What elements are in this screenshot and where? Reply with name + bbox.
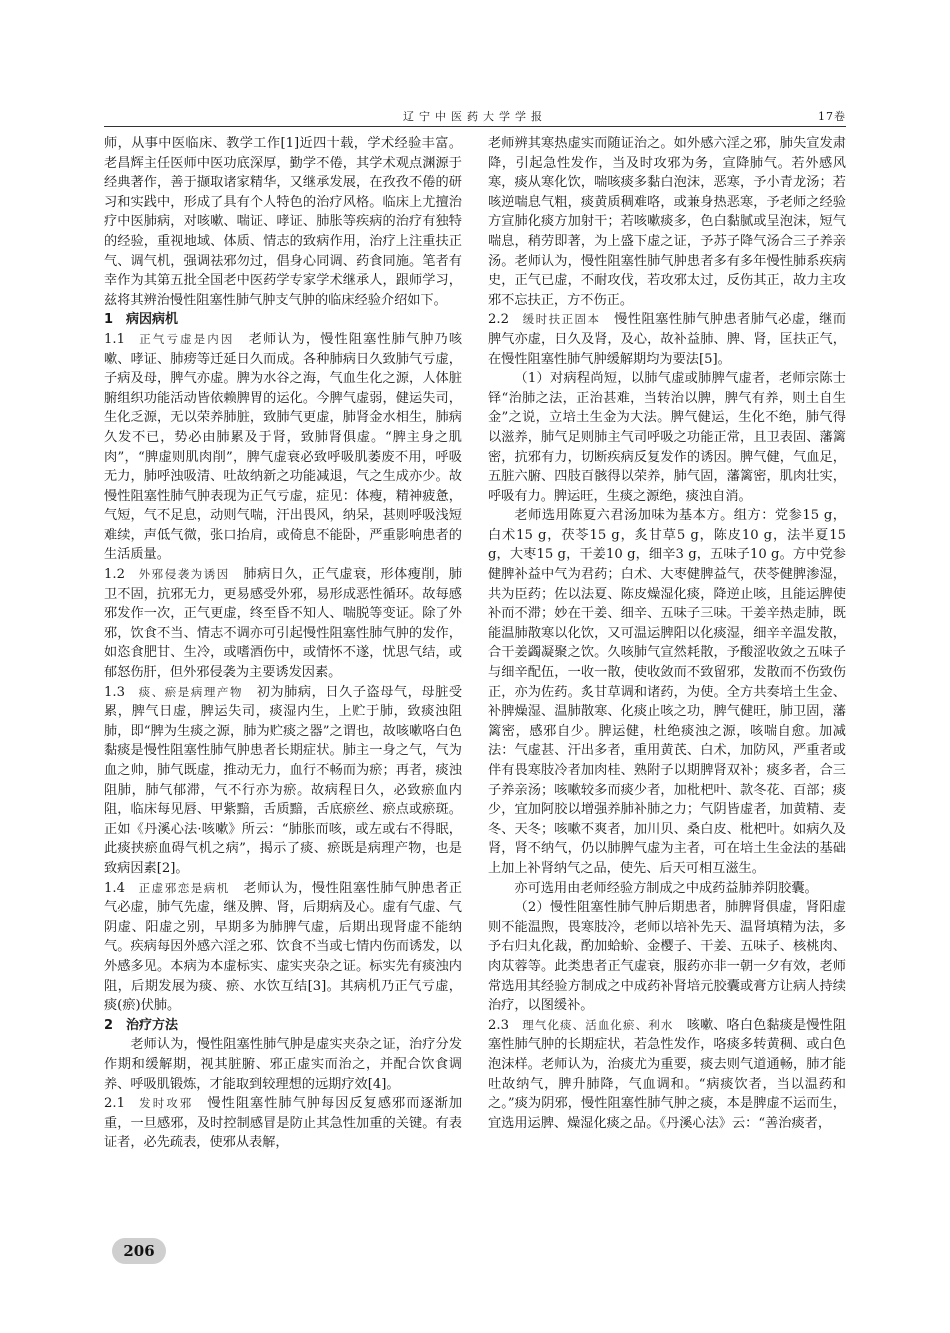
subsection-number: 1.2 — [104, 567, 125, 583]
right-column — [488, 134, 846, 1133]
subsection-body: 咳嗽、咯白色黏痰是慢性阻塞性肺气肿的长期症状，若急性发作，咯痰多转黄稠、或白色泡沫样。老师认为，治痰尤为重要，痰去则气道通畅，肺才能吐故纳气，脾升肺降，气血调和。“病痰饮者，当以温药和之。”痰为阴邪，慢性阻塞性肺气肿之痰，本是脾虚不运而生，宜选用运脾、燥湿化痰之品。《丹溪心法》云：“善治痰者， — [488, 1017, 847, 1131]
subsection-body: 初为肺病，日久子盗母气，母脏受累，脾气日虚，脾运失司，痰湿内生，上贮于肺，致痰浊阻肺，即“脾为生痰之源，肺为贮痰之器”之谓也，故咳嗽咯白色黏痰是慢性阻塞性肺气肿患者长期症状。肺主一身之气，气为血之帅，肺气既虚，推动无力，血行不畅而为瘀；再者，痰浊阻肺，肺气郁滞，气不行亦为瘀。故病程日久，必致瘀血内阻，临床每见唇、甲紫黯，舌质黯，舌底瘀丝、瘀点或瘀斑。正如《丹溪心法·咳嗽》所云：“肺胀而咳，或左或右不得眠，此痰挟瘀血碍气机之病”，揭示了痰、瘀既是病理产物，也是致病因素[2]。 — [104, 684, 463, 876]
header-rule — [104, 126, 846, 127]
volume-label: 17卷 — [818, 110, 846, 123]
section-heading: 1 病因病机 — [104, 312, 179, 328]
left-column — [104, 134, 462, 1153]
subsection-title: 痰、瘀是病理产物 — [138, 684, 243, 699]
journal-title: 辽宁中医药大学学报 — [403, 110, 547, 123]
subsection-number: 2.3 — [488, 1017, 509, 1033]
subsection-paragraph — [488, 1016, 846, 1134]
subsection-paragraph — [104, 1094, 462, 1153]
subsection-paragraph — [104, 565, 462, 683]
running-header — [104, 106, 846, 128]
subsection-body: 肺病日久，正气虚衰，形体瘦削，肺卫不固，抗邪无力，更易感受外邪，易形成恶性循环。故每感邪发作一次，正气更虚，终至昏不知人、喘脱等变证。除了外邪，饮食不当、情志不调亦可引起慢性阻塞性肺气肿的发作，如恣食肥甘、生冷，或嗜酒伤中，或情怀不遂，忧思气结，或郁怒伤肝，但外邪侵袭为主要诱发因素。 — [104, 567, 462, 681]
subsection-title: 缓时扶正固本 — [522, 312, 601, 327]
body-paragraph: 老师认为，慢性阻塞性肺气肿是虚实夹杂之证，治疗分发作期和缓解期，视其脏腑、邪正虚实而治之，并配合饮食调养、呼吸肌锻炼，才能取到较理想的远期疗效[4]。 — [104, 1037, 462, 1092]
body-paragraph: （1）对病程尚短，以肺气虚或肺脾气虚者，老师宗陈士铎“治肺之法，正治甚难，当转治以脾，脾气有养，则土自生金”之说，立培土生金为大法。脾气健运，生化不绝，肺气得以滋养，肺气足则肺主气司呼吸之功能正常，且卫表固、藩篱密，抗邪有力，切断疾病反复发作的诱因。脾气健，气血足，五脏六腑、四肢百骸得以荣养，肺气固，藩篱密，肌肉壮实，呼吸有力。脾运旺，生痰之源绝，痰浊自消。 — [488, 371, 846, 504]
subsection-number: 2.2 — [488, 312, 509, 328]
body-paragraph: （2）慢性阻塞性肺气肿后期患者，肺脾肾俱虚，肾阳虚则不能温煦，畏寒肢冷，老师以培补先天、温肾填精为法，多予右归丸化裁，酌加蛤蚧、金樱子、干姜、五味子、核桃肉、肉苁蓉等。此类患者正气虚衰，服药亦非一朝一夕有效，老师常选用其经验方制成之中成药补肾培元胶囊或膏方让病人持续治疗，以图缓补。 — [488, 900, 846, 1014]
subsection-body: 老师认为，慢性阻塞性肺气肿患者正气必虚，肺气先虚，继及脾、肾，后期病及心。虚有气虚、气阴虚、阳虚之别，早期多为肺脾气虚，后期出现肾虚不能纳气。疾病每因外感六淫之邪、饮食不当或七情内伤而诱发，以外感多见。本病为本虚标实、虚实夹杂之证。标实先有痰浊内阻，后期发展为痰、瘀、水饮互结[3]。其病机乃正气亏虚，痰(瘀)伏肺。 — [104, 880, 462, 1014]
subsection-number: 1.3 — [104, 684, 125, 700]
subsection-title: 发时攻邪 — [138, 1096, 194, 1111]
subsection-number: 1.4 — [104, 880, 125, 896]
subsection-paragraph — [488, 310, 846, 369]
subsection-body: 慢性阻塞性肺气肿患者肺气必虚，继而脾气亦虚，日久及肾，及心，故补益肺、脾、肾，匡扶正气，在慢性阻塞性肺气肿缓解期均为要法[5]。 — [488, 312, 847, 367]
page-number: 206 — [112, 1238, 166, 1264]
body-paragraph: 老师选用陈夏六君汤加味为基本方。组方：党参15 g，白术15 g，茯苓15 g，炙甘草5 g，陈皮10 g，法半夏15 g，大枣15 g，干姜10 g，细辛3 g，五味子10 g。方中党参健脾补益中气为君药；白术、大枣健脾益气，茯苓健脾渗湿，共为臣药；佐以法夏、陈皮燥湿化痰，降逆止咳，且能运脾使补而不滞；妙在干姜、细辛、五味子三味。干姜辛热走肺，既能温肺散寒以化饮，又可温运脾阳以化痰湿，细辛辛温发散，合干姜蠲凝聚之饮。久咳肺气宣然耗散，予酸涩收敛之五味子与细辛配伍，一收一散，使收敛而不致留邪，发散而不伤致伤正，亦为佐药。炙甘草调和诸药，为使。全方共奏培土生金、补脾燥湿、温肺散寒、化痰止咳之功，脾气健旺，肺卫固，藩篱密，感邪自少。脾运健，杜绝痰浊之源，咳喘自愈。加减法：气虚甚、汗出多者，重用黄芪、白术，加防风，严重者或伴有畏寒肢冷者加肉桂、熟附子以期脾肾双补；痰多者，合三子养亲汤；咳嗽较多而痰少者，加枇杷叶、款冬花、百部；痰少，宜加阿胶以增强养肺补肺之力；气阴皆虚者，加黄精、麦冬、天冬；咳嗽不爽者，加川贝、桑白皮、枇杷叶。如病久及肾，肾不纳气，仍以肺脾气虚为主者，可在培土生金法的基础上加上补肾纳气之品，使先、后天可相互滋生。 — [488, 508, 846, 876]
subsection-title: 理气化痰、活血化瘀、利水 — [522, 1017, 674, 1032]
body-paragraph: 师，从事中医临床、教学工作[1]近四十载，学术经验丰富。老昌辉主任医师中医功底深厚，勤学不倦，其学术观点渊源于经典著作，善于撷取诸家精华，又继承发展，在孜孜不倦的研习和实践中，形成了具有个人特色的治疗风格。临床上尤擅治疗中医肺病，对咳嗽、喘证、哮证、肺胀等疾病的治疗有独特的经验，重视地域、体质、情志的致病作用，治疗上注重扶正气、调气机，强调祛邪勿过，倡身心同调、药食同施。笔者有幸作为其第五批全国老中医药学专家学术继承人，跟师学习，兹将其辨治慢性阻塞性肺气肿支气肿的临床经验介绍如下。 — [104, 136, 462, 308]
subsection-paragraph — [104, 330, 462, 565]
body-paragraph: 老师辨其寒热虚实而随证治之。如外感六淫之邪，肺失宣发肃降，引起急性发作，当及时攻邪为务，宣降肺气。若外感风寒，痰从寒化饮，喘咳痰多黏白泡沫，恶寒，予小青龙汤；若咳逆喘息气粗，痰黄质稠难咯，或兼身热恶寒，予老师之经验方宣肺化痰方加射干；若咳嗽痰多，色白黏腻或呈泡沫，短气喘息，稍劳即著，为上盛下虚之证，予苏子降气汤合三子养亲汤。老师认为，慢性阻塞性肺气肿患者多有多年慢性肺系疾病史，正气已虚，不耐攻伐，若攻邪太过，反伤其正，故力主攻邪不忘扶正，方不伤正。 — [488, 136, 846, 308]
subsection-number: 1.1 — [104, 331, 125, 347]
subsection-body: 老师认为，慢性阻塞性肺气肿乃咳嗽、哮证、肺痨等迁延日久而成。各种肺病日久致肺气亏虚，子病及母，脾气亦虚。脾为水谷之海，气血生化之源，人体脏腑组织功能活动皆依赖脾胃的运化。今脾气虚弱，健运失司，生化乏源，无以荣养肺脏，致肺气更虚，肺肾金水相生，肺病久发不已，势必由肺累及于肾，致肺肾俱虚。“脾主身之肌肉”，“脾虚则肌肉削”，脾气虚衰必致呼吸肌萎废不用，呼吸无力，肺呼浊吸清、吐故纳新之功能减退，气之生成亦少。故慢性阻塞性肺气肿表现为正气亏虚，症见：体瘦，精神疲惫，气短，气不足息，动则气喘，汗出畏风，纳呆，甚则呼吸浅短难续，声低气微，张口抬肩，或倚息不能卧，严重影响患者的生活质量。 — [104, 331, 463, 563]
subsection-paragraph — [104, 879, 462, 1016]
section-heading: 2 治疗方法 — [104, 1017, 179, 1033]
subsection-number: 2.1 — [104, 1096, 125, 1112]
subsection-title: 外邪侵袭为诱因 — [138, 567, 230, 582]
subsection-title: 正气亏虚是内因 — [138, 331, 235, 346]
subsection-paragraph — [104, 683, 462, 879]
subsection-title: 正虚邪恋是病机 — [138, 880, 230, 895]
subsection-body: 慢性阻塞性肺气肿每因反复感邪而逐渐加重，一旦感邪，及时控制感冒是防止其急性加重的关键。有表证者，必先疏表，使邪从表解， — [104, 1096, 463, 1151]
body-paragraph: 亦可选用由老师经验方制成之中成药益肺养阴胶囊。 — [514, 880, 818, 896]
